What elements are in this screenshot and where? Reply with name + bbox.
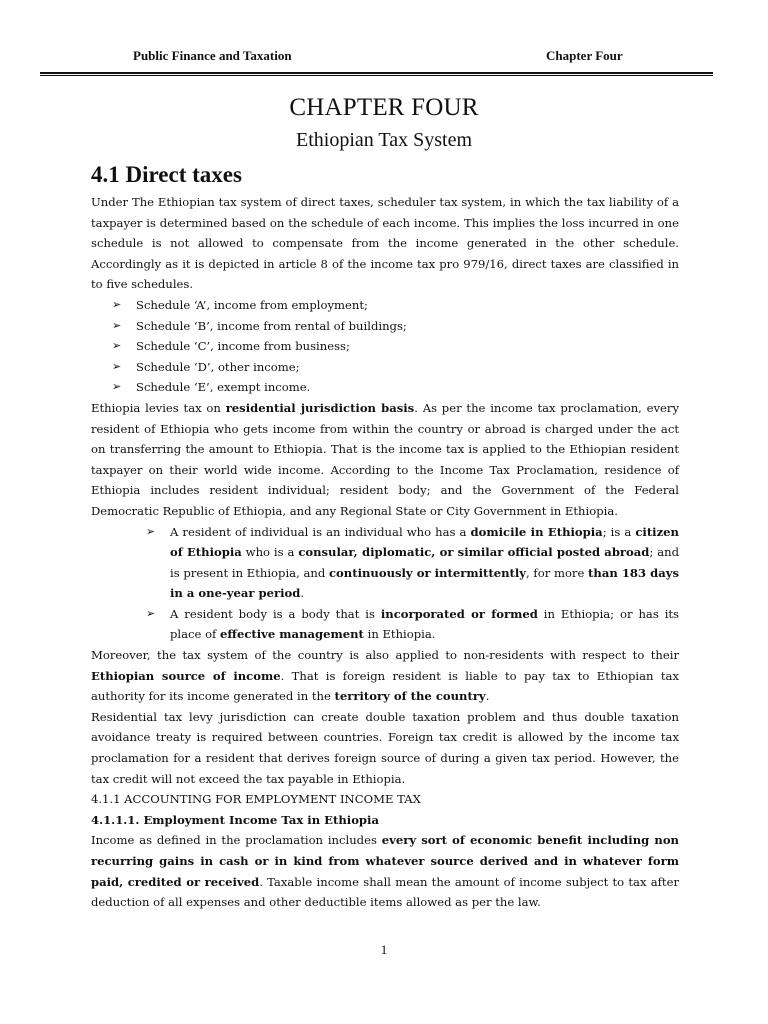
list-item: ➢ Schedule ‘C’, income from business;	[112, 336, 679, 357]
resident-definitions-list	[91, 522, 679, 646]
list-item: ➢ Schedule ‘B’, income from rental of buildings;	[112, 316, 679, 337]
arrow-bullet-icon: ➢	[146, 606, 156, 620]
list-item: ➢ A resident body is a body that is incorporated or formed in Ethiopia; or has its place of effective management in Ethiopia.	[146, 604, 679, 645]
page-number: 1	[380, 942, 388, 957]
page-body	[91, 158, 679, 913]
schedule-list	[91, 295, 679, 398]
arrow-bullet-icon: ➢	[112, 297, 122, 311]
list-item: ➢ Schedule ‘A’, income from employment;	[112, 295, 679, 316]
header-chapter-label: Chapter Four	[546, 48, 623, 63]
income-definition-paragraph: Income as defined in the proclamation includes every sort of economic benefit including non recurring gains in cash or in kind from whatever source derived and in whatever form paid, credited or received. Taxable income shall mean the amount of income subject to tax after deduction of all expenses and other deductible items allowed as per the law.	[91, 833, 679, 910]
subsection-heading: 4.1.1 ACCOUNTING FOR EMPLOYMENT INCOME TAX	[91, 792, 421, 807]
arrow-bullet-icon: ➢	[112, 318, 122, 332]
list-item: ➢ A resident of individual is an individual who has a domicile in Ethiopia; is a citizen of Ethiopia who is a consular, diplomatic, or similar official posted abroad; and is present in Ethiopia, and continuously or intermittently, for more than 183 days in a one-year period.	[146, 522, 679, 604]
chapter-subtitle: Ethiopian Tax System	[296, 129, 472, 151]
residence-paragraph: Ethiopia levies tax on residential jurisdiction basis. As per the income tax proclamation, every resident of Ethiopia who gets income from within the country or abroad is charged under the act on transferring the amount to Ethiopia. That is the income tax is applied to the Ethiopian resident taxpayer on their world wide income. According to the Income Tax Proclamation, residence of Ethiopia includes resident individual; resident body; and the Government of the Federal Democratic Republic of Ethiopia, and any Regional State or City Government in Ethiopia.	[91, 400, 680, 518]
section-heading: 4.1 Direct taxes	[91, 162, 242, 187]
arrow-bullet-icon: ➢	[112, 380, 122, 394]
nonresident-paragraph: Moreover, the tax system of the country is also applied to non-residents with respect to their Ethiopian source of income. That is foreign resident is liable to pay tax to Ethiopian tax authority for its income generated in the territory of the country.	[91, 648, 679, 704]
list-item: ➢ Schedule ‘E’, exempt income.	[112, 377, 679, 398]
arrow-bullet-icon: ➢	[146, 524, 156, 538]
list-item: ➢ Schedule ‘D’, other income;	[112, 357, 679, 378]
running-header	[0, 46, 768, 68]
arrow-bullet-icon: ➢	[112, 359, 122, 373]
header-book-title: Public Finance and Taxation	[133, 48, 292, 63]
intro-paragraph: Under The Ethiopian tax system of direct taxes, scheduler tax system, in which the tax liability of a taxpayer is determined based on the schedule of each income. This implies the loss incurred in one schedule is not allowed to compensate from the income generated in the other schedule. Accordingly as it is depicted in article 8 of the income tax pro 979/16, direct taxes are classified in to five schedules.	[91, 195, 679, 292]
arrow-bullet-icon: ➢	[112, 339, 122, 353]
subsubsection-heading: 4.1.1.1. Employment Income Tax in Ethiopia	[91, 812, 379, 827]
header-rule	[40, 72, 713, 76]
chapter-title: CHAPTER FOUR	[289, 94, 479, 121]
double-taxation-paragraph: Residential tax levy jurisdiction can create double taxation problem and thus double taxation avoidance treaty is required between countries. Foreign tax credit is allowed by the income tax proclamation for a resident that derives foreign source of during a given tax period. However, the tax credit will not exceed the tax payable in Ethiopia.	[91, 709, 679, 786]
